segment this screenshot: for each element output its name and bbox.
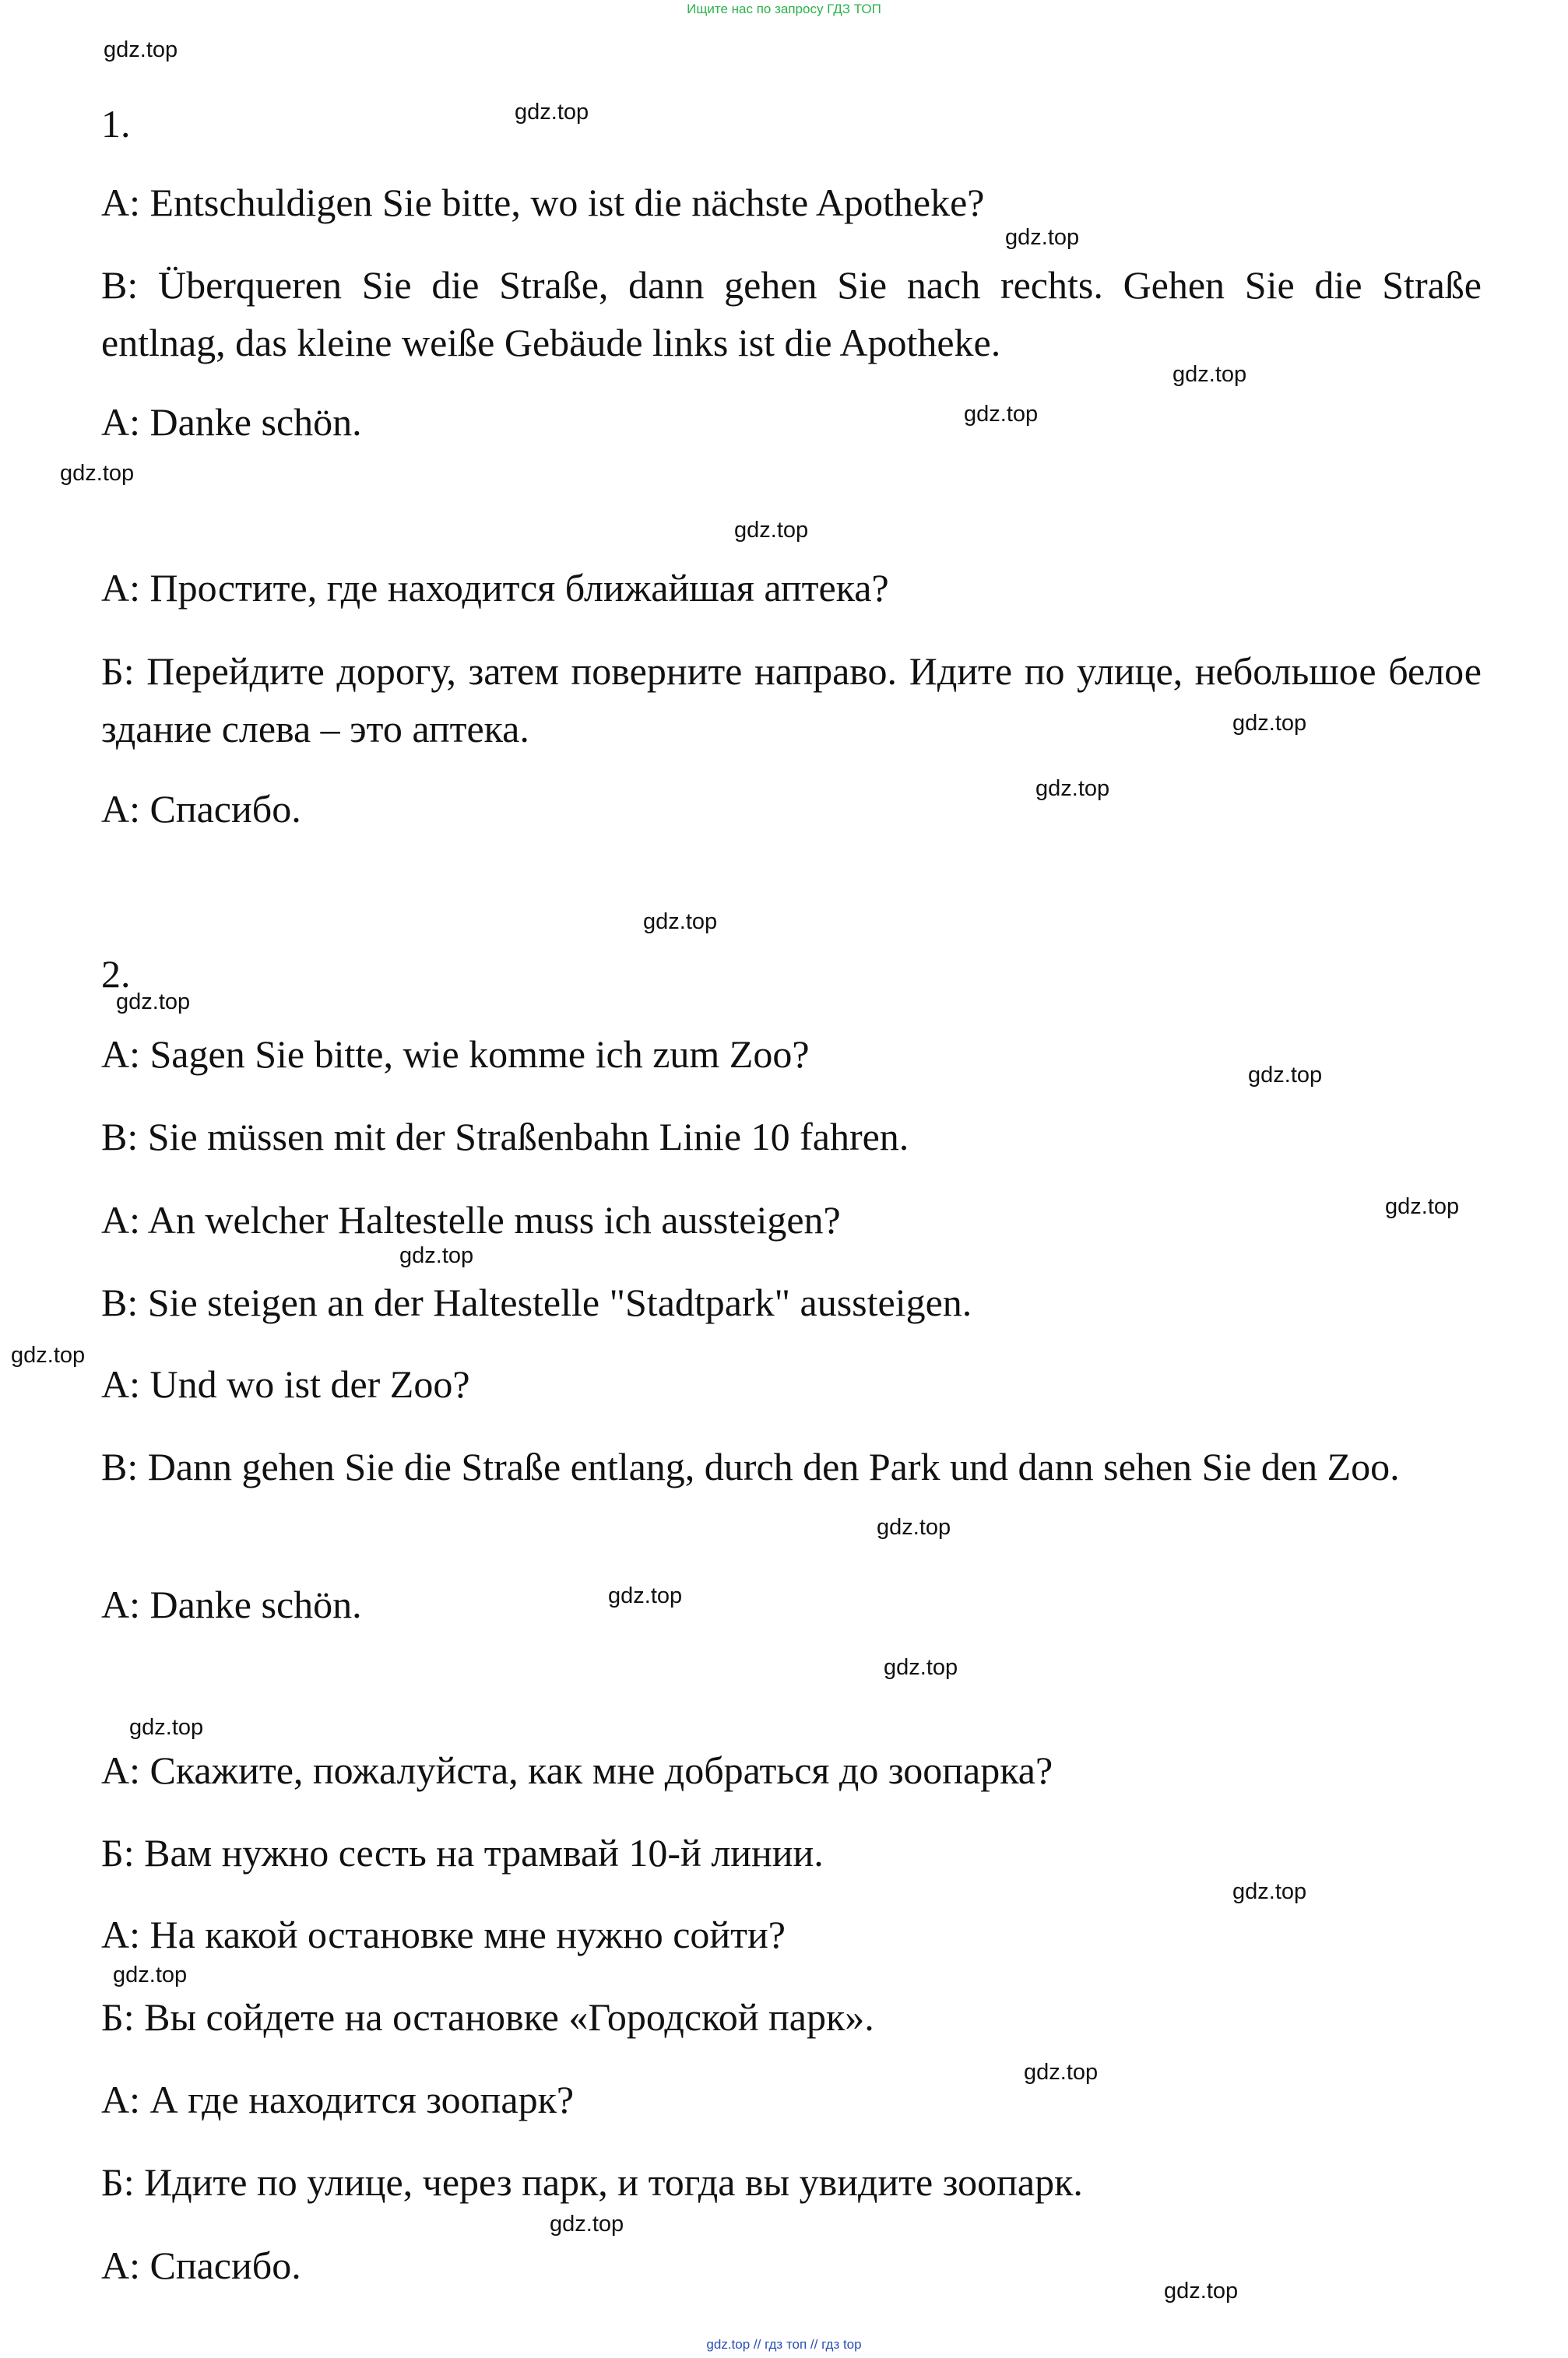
dialogue-line-ru-1-3: А: Спасибо.: [101, 787, 301, 831]
dialogue-line-ru-1-2: Б: Перейдите дорогу, затем поверните направо. Идите по улице, небольшое белое здание слева – это аптека.: [101, 649, 1482, 750]
dialogue-line-de-2-3: A: An welcher Haltestelle muss ich aussteigen?: [101, 1198, 841, 1242]
watermark: gdz.top: [515, 100, 589, 125]
watermark: gdz.top: [399, 1243, 474, 1268]
dialogue-line-ru-2-2: Б: Вам нужно сесть на трамвай 10-й линии.: [101, 1831, 824, 1875]
watermark: gdz.top: [964, 402, 1039, 427]
watermark: gdz.top: [1035, 776, 1110, 801]
watermark: gdz.top: [734, 518, 809, 543]
watermark: gdz.top: [60, 461, 135, 486]
watermark: gdz.top: [104, 37, 178, 62]
watermark: gdz.top: [608, 1583, 683, 1608]
dialogue-line-de-1-3: A: Danke schön.: [101, 400, 362, 444]
watermark: gdz.top: [643, 909, 718, 934]
dialogue-line-de-2-1: A: Sagen Sie bitte, wie komme ich zum Zoo?: [101, 1032, 810, 1076]
section-number-1: 1.: [101, 102, 131, 146]
dialogue-line-de-2-6: B: Dann gehen Sie die Straße entlang, durch den Park und dann sehen Sie den Zoo.: [101, 1445, 1400, 1488]
header-search-note: Ищите нас по запросу ГДЗ ТОП: [687, 2, 881, 16]
footer-note: gdz.top // гдз топ // гдз top: [706, 2337, 862, 2352]
dialogue-line-de-2-5: A: Und wo ist der Zoo?: [101, 1362, 470, 1406]
dialogue-line-de-2-7: A: Danke schön.: [101, 1583, 362, 1626]
watermark: gdz.top: [1172, 362, 1247, 387]
dialogue-line-ru-2-7: А: Спасибо.: [101, 2244, 301, 2287]
watermark: gdz.top: [1005, 225, 1080, 250]
watermark: gdz.top: [11, 1343, 86, 1368]
section-number-2: 2.: [101, 952, 131, 996]
watermark: gdz.top: [1164, 2279, 1239, 2304]
watermark: gdz.top: [877, 1515, 951, 1540]
watermark: gdz.top: [116, 989, 191, 1014]
watermark: gdz.top: [1232, 711, 1307, 736]
dialogue-line-ru-1-1: А: Простите, где находится ближайшая аптека?: [101, 566, 889, 610]
watermark: gdz.top: [113, 1963, 188, 1987]
dialogue-line-ru-2-5: А: А где находится зоопарк?: [101, 2078, 575, 2121]
watermark: gdz.top: [550, 2212, 624, 2237]
dialogue-line-de-2-2: B: Sie müssen mit der Straßenbahn Linie 10 fahren.: [101, 1115, 909, 1158]
dialogue-line-de-2-4: B: Sie steigen an der Haltestelle "Stadtpark" aussteigen.: [101, 1281, 972, 1324]
watermark: gdz.top: [129, 1715, 204, 1740]
watermark: gdz.top: [1385, 1194, 1460, 1219]
dialogue-line-ru-2-1: А: Скажите, пожалуйста, как мне добраться до зоопарка?: [101, 1748, 1053, 1792]
watermark: gdz.top: [1248, 1063, 1323, 1088]
dialogue-line-ru-2-3: А: На какой остановке мне нужно сойти?: [101, 1913, 786, 1956]
dialogue-line-de-1-2: B: Überqueren Sie die Straße, dann gehen Sie nach rechts. Gehen Sie die Straße entlnag, das kleine weiße Gebäude links ist die Apotheke.: [101, 263, 1482, 364]
dialogue-line-ru-2-4: Б: Вы сойдете на остановке «Городской парк».: [101, 1995, 874, 2039]
watermark: gdz.top: [1024, 2060, 1099, 2085]
dialogue-line-de-1-1: A: Entschuldigen Sie bitte, wo ist die nächste Apotheke?: [101, 181, 985, 224]
watermark: gdz.top: [884, 1655, 958, 1680]
watermark: gdz.top: [1232, 1879, 1307, 1904]
dialogue-line-ru-2-6: Б: Идите по улице, через парк, и тогда вы увидите зоопарк.: [101, 2160, 1083, 2204]
